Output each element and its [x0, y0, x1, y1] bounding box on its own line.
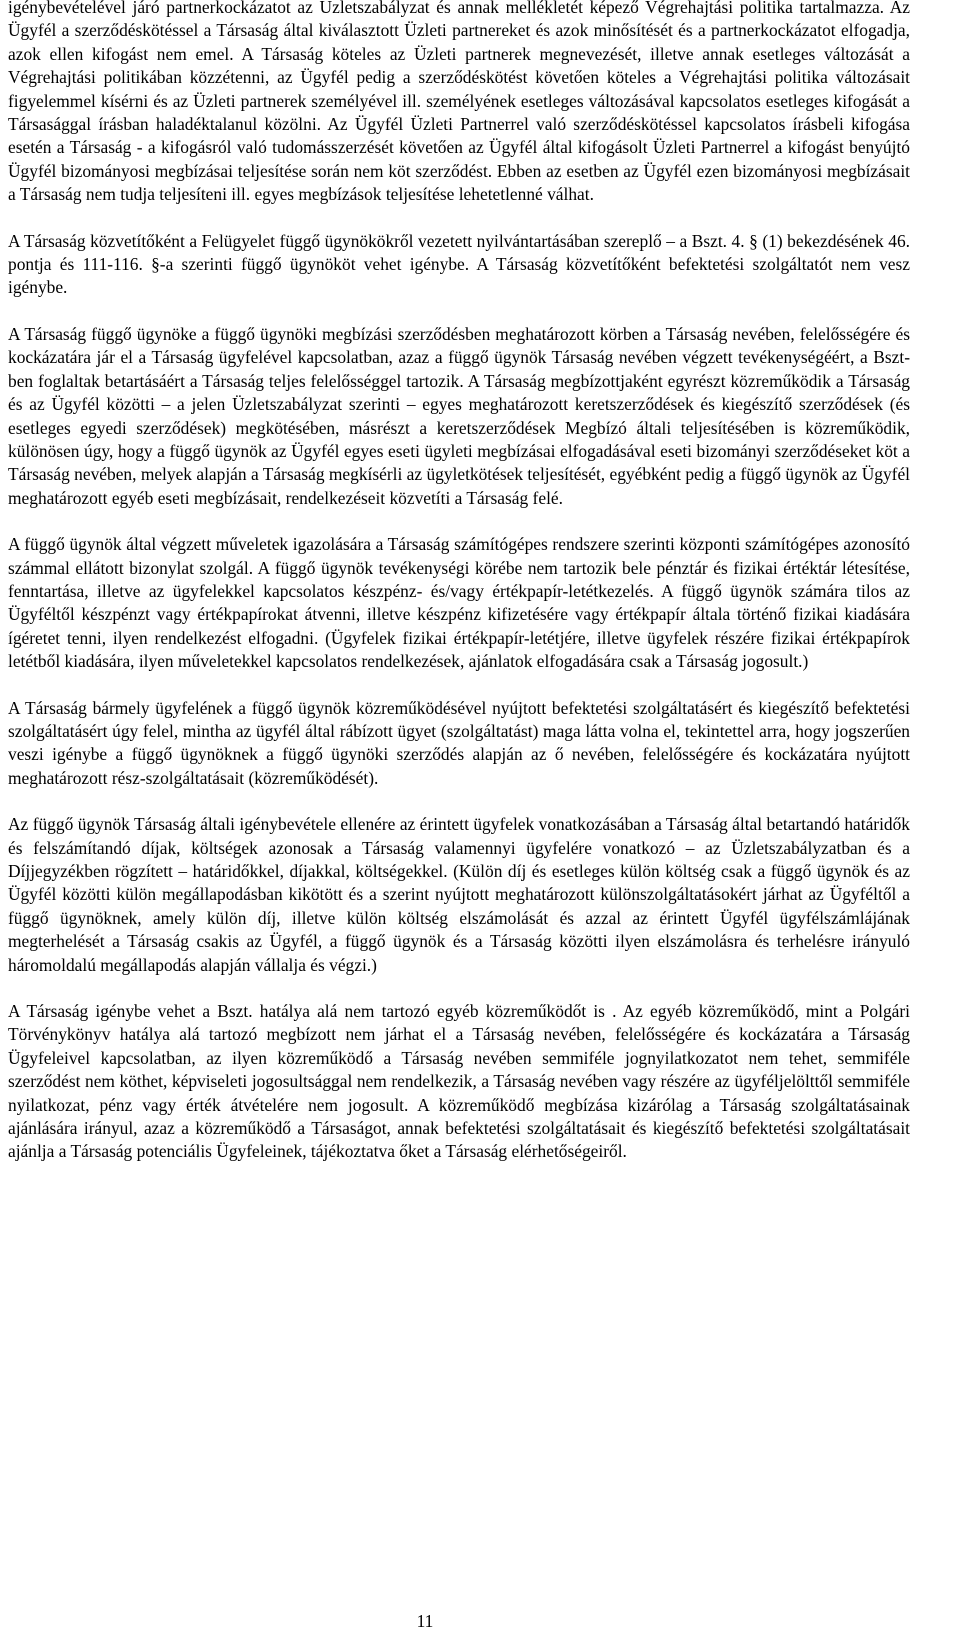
paragraph-liability: A Társaság bármely ügyfelének a függő ügynök közreműködésével nyújtott befektetési szolgáltatásért és kiegészítő befektetési szolgáltatásért úgy felel, mintha az ügyfél által rábízott ügyet (szolgáltatást) maga látta volna el, tekintettel arra, hogy jogszerűen veszi igénybe a függő ügynöknek a függő ügynöki szerződés alapján az ő nevében, felelősségére és kockázatára nyújtott meghatározott rész-szolgáltatásait (közreműködését). [8, 697, 910, 788]
paragraph-partner-risk: igénybevételével járó partnerkockázatot az Üzletszabályzat és annak mellékletét képező Végrehajtási politika tartalmazza. Az Ügyfél a szerződéskötéssel a Társaság által kiválasztott Üzleti partnereket és azok minősítését és a partnerkockázatot elfogadja, azok ellen kifogást nem emel. A Társaság köteles az Üzleti partnerek megnevezését, illetve annak esetleges változását a Végrehajtási politikában közzétenni, az Ügyfél pedig a szerződéskötést követően köteles a Végrehajtási politika változásait figyelemmel kísérni és az Üzleti partnerek személyével ill. személyének esetleges változásával kapcsolatos esetleges kifogását a Társasággal írásban haladéktalanul közölni. Az Ügyfél Üzleti Partnerrel való szerződéskötéssel kapcsolatos írásbeli kifogása esetén a Társaság - a kifogásról való tudomásszerzését követően az Ügyfél által kifogásolt Üzleti Partnerrel a kifogást benyújtó Ügyfél bizományosi megbízásai teljesítése során nem köt szerződést. Ebben az esetben az Ügyfél ezen bizományosi megbízásait a Társaság nem tudja teljesíteni ill. egyes megbízások teljesítése lehetetlenné válhat. [8, 0, 910, 205]
paragraph-tied-agent-restrictions: A függő ügynök által végzett műveletek igazolására a Társaság számítógépes rendszere szerinti központi számítógépes azonosító számmal ellátott bizonylat szolgál. A függő ügynök tevékenységi körébe nem tartozik bele pénztár és fizikai értéktár létesítése, fenntartása, illetve az ügyfelekkel kapcsolatos készpénz- és/vagy értékpapír-letétkezelés. A függő ügynök számára tilos az Ügyféltől készpénzt vagy értékpapírokat átvenni, illetve készpénz kifizetésére vagy értékpapír általa történő fizikai kiadására ígéretet tenni, ilyen rendelkezést elfogadni. (Ügyfelek fizikai értékpapír-letétjére, illetve ügyfelek részére fizikai értékpapírok letétből kiadására, ilyen műveletekkel kapcsolatos rendelkezések, ajánlatok elfogadására csak a Társaság jogosult.) [8, 534, 910, 672]
paragraph-other-contributor: A Társaság igénybe vehet a Bszt. hatálya alá nem tartozó egyéb közreműködőt is . Az egyéb közreműködő, mint a Polgári Törvénykönyv hatálya alá tartozó megbízott nem járhat el a Társaság nevében, felelősségére és kockázatára a Társaság Ügyfeleivel kapcsolatban, az ilyen közreműködő a Társaság nevében semmiféle jognyilatkozatot nem tehet, semmiféle szerződést nem köthet, képviseleti jogosultsággal nem rendelkezik, a Társaság nevében vagy részére az ügyféljelölttől semmiféle nyilatkozat, pénz vagy érték átvételére nem jogosult. A közreműködő megbízása kizárólag a Társaság szolgáltatásainak ajánlására irányul, azaz a közreműködő a Társaságot, annak befektetési szolgáltatásait és kiegészítő befektetési szolgáltatásait ajánlja a Társaság potenciális Ügyfeleinek, tájékoztatva őket a Társaság elérhetőségeiről. [8, 1001, 910, 1162]
page-number: 11 [416, 1611, 434, 1631]
paragraph-fees: Az függő ügynök Társaság általi igénybevétele ellenére az érintett ügyfelek vonatkozásában a Társaság által betartandó határidők és felszámítandó díjak, költségek azonosak a Társaság valamennyi ügyfelére vonatkozó – az Üzletszabályzatban és a Díjjegyzékben rögzített – határidőkkel, díjakkal, költségekkel. (Külön díj és esetleges külön költség csak a függő ügynök és az Ügyfél közötti külön megállapodásban kikötött és a szerint nyújtott meghatározott különszolgáltatásokért járhat az Ügyféltől a függő ügynöknek, amely külön díj, illetve külön költség elszámolását és azzal az érintett Ügyfél ügyfélszámlájának megterhelését a Társaság csakis az Ügyfél, a függő ügynök és a Társaság közötti ilyen elszámolásra és terhelésre irányuló háromoldalú megállapodás alapján vállalja és végzi.) [8, 814, 910, 975]
paragraph-tied-agent-role: A Társaság függő ügynöke a függő ügynöki megbízási szerződésben meghatározott körben a Társaság nevében, felelősségére és kockázatára jár el a Társaság ügyfelével kapcsolatban, azaz a függő ügynök Társaság nevében végzett tevékenységéért, a Bszt-ben foglaltak betartásáért a Társaság teljes felelősséggel tartozik. A Társaság megbízottjaként egyrészt közreműködik a Társaság és az Ügyfél közötti – a jelen Üzletszabályzat szerinti – egyes meghatározott keretszerződések és kiegészítő szerződések (és esetleges egyedi szerződések) megkötésében, másrészt a keretszerződések Megbízó általi teljesítésében is közreműködik, különösen úgy, hogy a függő ügynök az Ügyfél egyes eseti ügyleti megbízásai elfogadásával eseti bizományi szerződéseket köt a Társaság nevében, melyek alapján a Társaság megkísérli az ügyletkötések teljesítését, egyébként pedig a függő ügynök az Ügyfél meghatározott egyéb eseti megbízásait, rendelkezéseit közvetíti a Társaság felé. [8, 323, 910, 508]
paragraph-intermediary: A Társaság közvetítőként a Felügyelet függő ügynökökről vezetett nyilvántartásában szereplő – a Bszt. 4. § (1) bekezdésének 46. pontja és 111-116. §-a szerinti függő ügynököt vehet igénybe. A Társaság közvetítőként befektetési szolgáltatót nem vesz igénybe. [8, 230, 910, 298]
document-page [8, 0, 910, 1164]
